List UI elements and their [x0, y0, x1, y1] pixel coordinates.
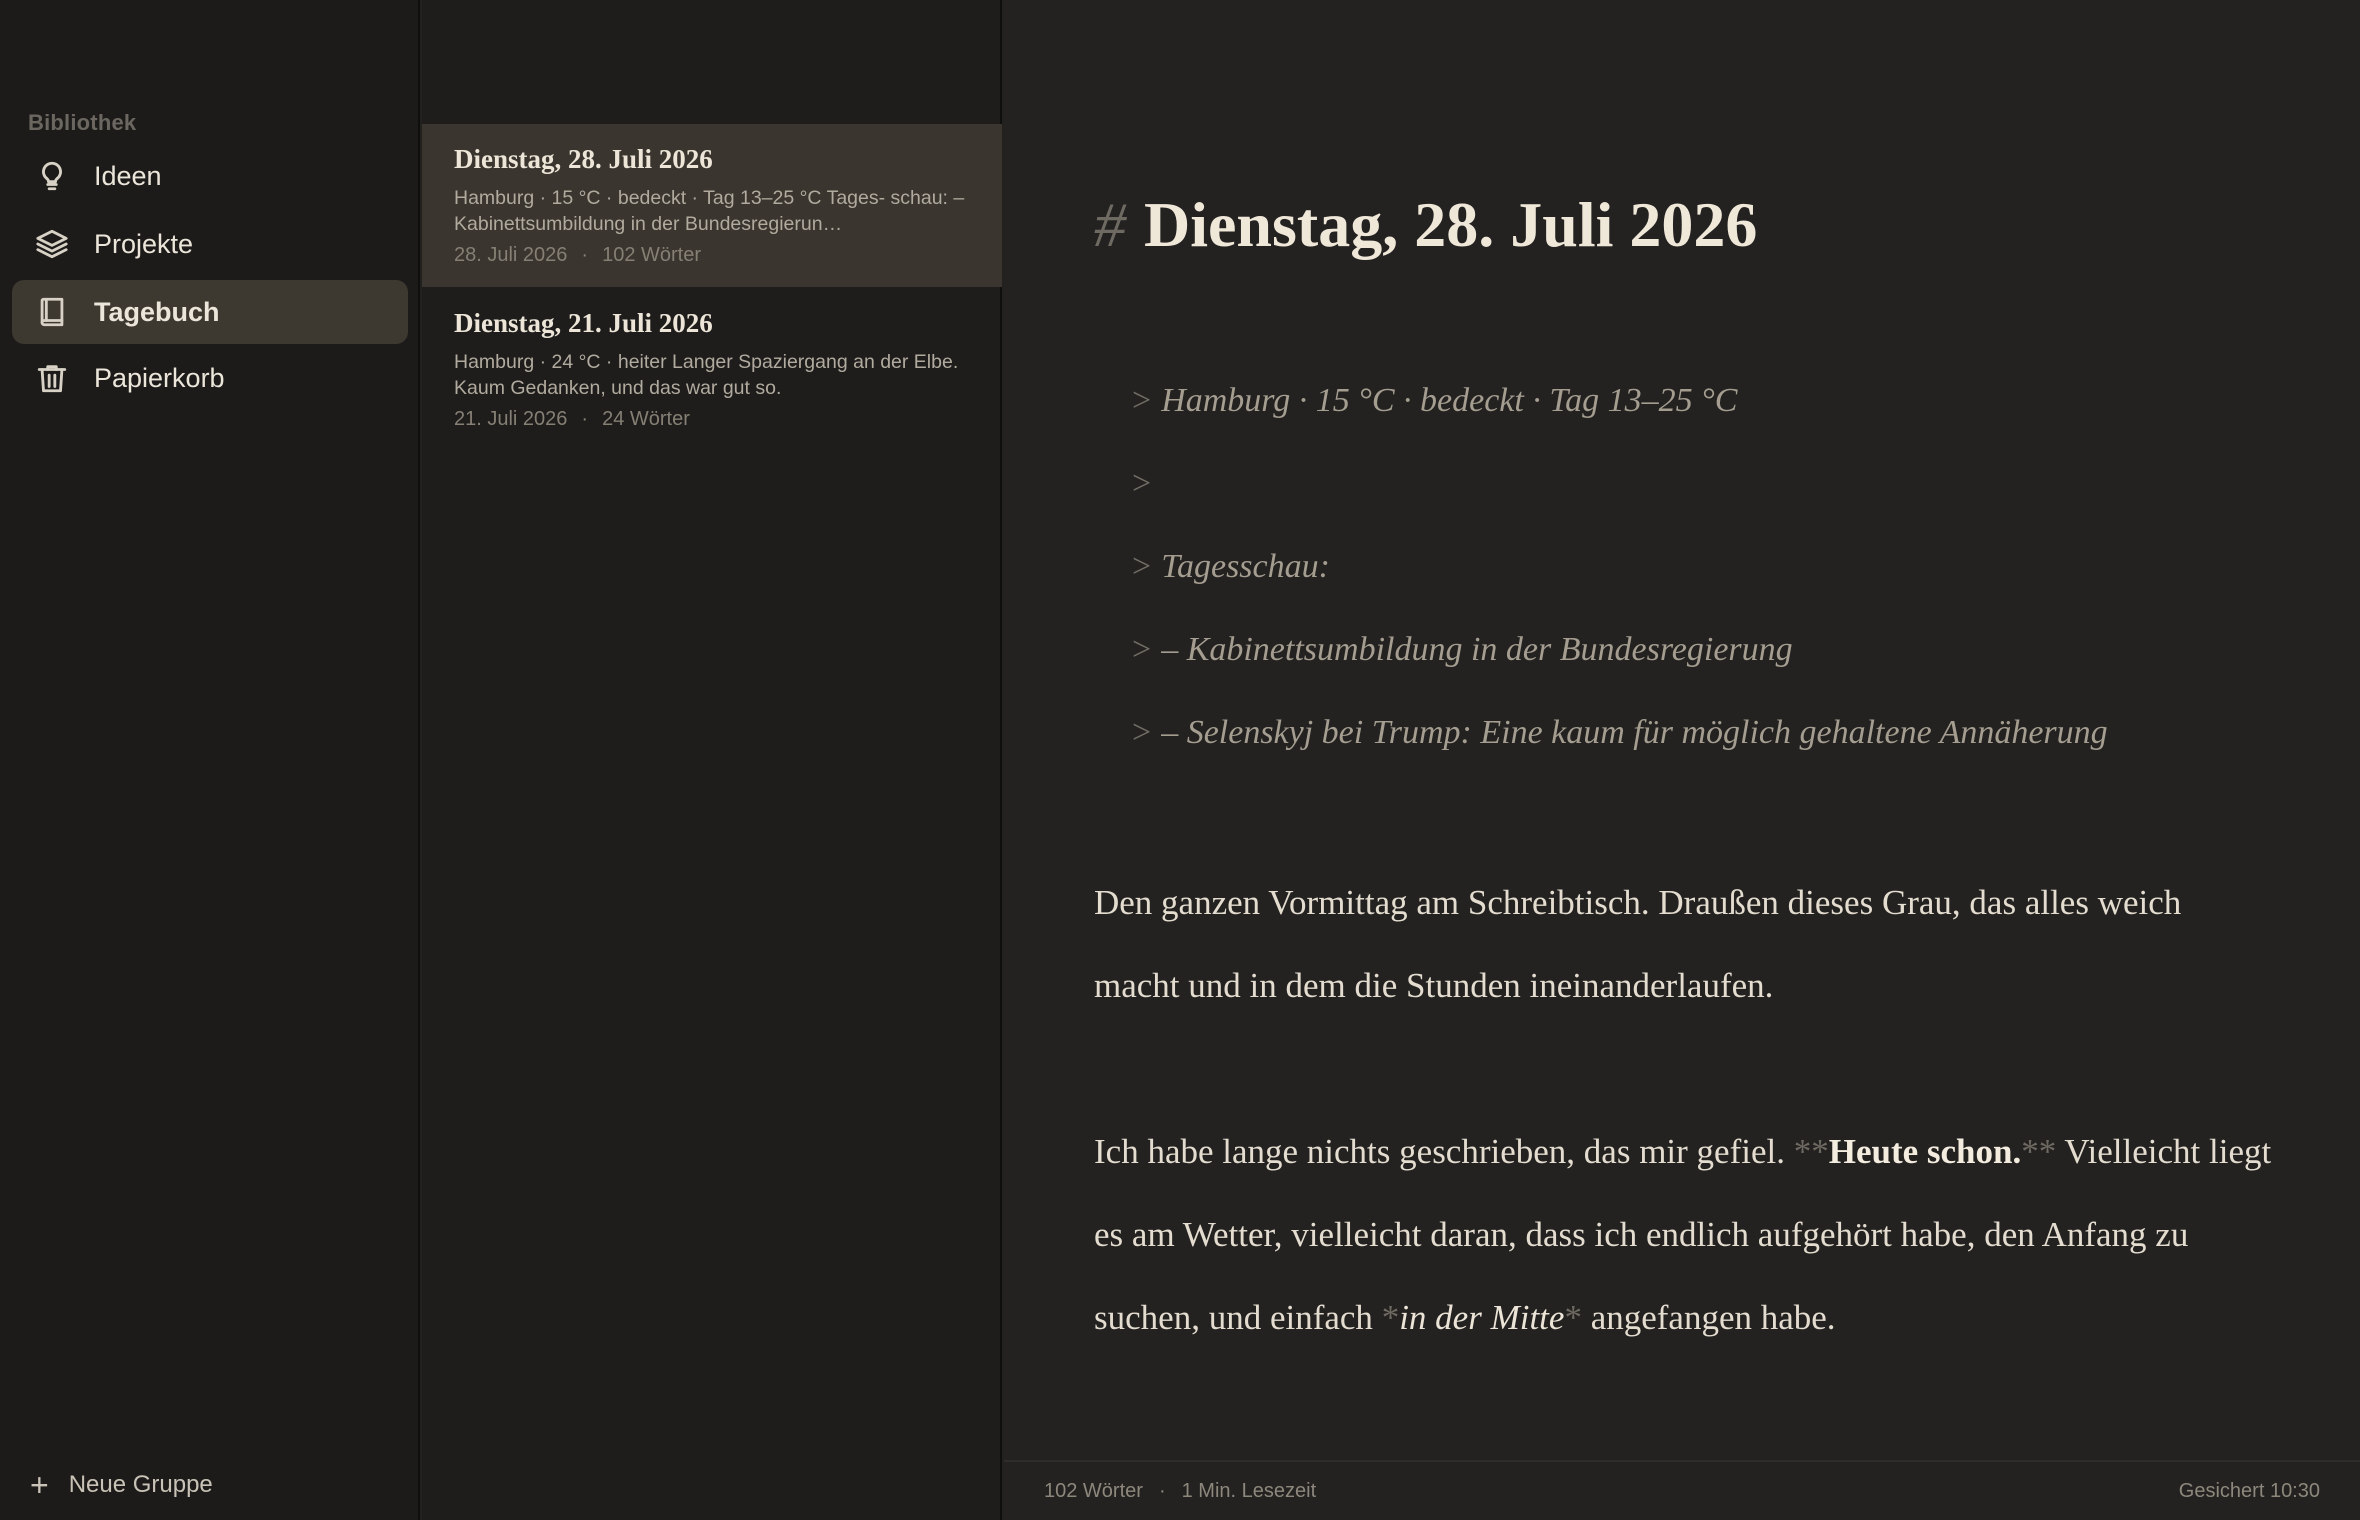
new-group-label: Neue Gruppe — [68, 1471, 213, 1498]
sidebar-item-label: Tagebuch — [94, 296, 220, 327]
sidebar-heading: Bibliothek — [28, 110, 137, 135]
italic-text: in der Mitte — [1399, 1298, 1565, 1337]
note-meta — [454, 244, 972, 267]
bold-marker: ** — [2021, 1132, 2057, 1171]
sidebar — [0, 0, 420, 1520]
paragraph[interactable] — [1094, 1110, 2274, 1359]
note-card[interactable] — [422, 124, 1002, 287]
quote-marker: > — [1132, 714, 1152, 751]
note-card[interactable] — [422, 288, 1002, 451]
note-preview: Hamburg · 24 °C · heiter Langer Spaziergang an der Elbe. Kaum Gedanken, und das war gut so. — [454, 351, 959, 400]
quote-text: – Selenskyj bei Trump: Eine kaum für möglich gehaltene Annäherung — [1161, 714, 2108, 751]
note-date: 28. Juli 2026 — [454, 244, 568, 267]
status-separator: · — [1158, 1479, 1166, 1502]
status-word-count: 102 Wörter — [1044, 1479, 1143, 1502]
italic-marker: * — [1381, 1298, 1400, 1337]
layers-icon — [34, 226, 70, 262]
document-title-text: Dienstag, 28. Juli 2026 — [1144, 189, 1758, 260]
quote-marker: > — [1132, 548, 1152, 585]
sidebar-item-tagebuch[interactable] — [12, 280, 408, 344]
paragraph-text: Ich habe lange nichts geschrieben, das mir gefiel. — [1094, 1132, 1794, 1171]
book-icon — [34, 294, 70, 330]
paragraph-text: angefangen habe. — [1581, 1298, 1836, 1337]
note-word-count: 24 Wörter — [602, 408, 690, 431]
trash-icon — [34, 360, 70, 396]
quote-text: Hamburg · 15 °C · bedeckt · Tag 13–25 °C — [1161, 382, 1738, 419]
bold-marker: ** — [1793, 1132, 1829, 1171]
sidebar-item-ideen[interactable] — [12, 144, 408, 208]
heading-marker: # — [1094, 189, 1126, 260]
quote-marker: > — [1132, 382, 1152, 419]
note-title: Dienstag, 28. Juli 2026 — [454, 144, 713, 174]
note-title: Dienstag, 21. Juli 2026 — [454, 308, 713, 338]
sidebar-item-label: Ideen — [94, 160, 162, 191]
bold-text: Heute schon. — [1828, 1132, 2022, 1171]
sidebar-item-papierkorb[interactable] — [12, 346, 408, 410]
note-meta — [454, 408, 972, 431]
note-date: 21. Juli 2026 — [454, 408, 568, 431]
blockquote-line[interactable] — [1132, 543, 1330, 591]
blockquote-line[interactable] — [1132, 709, 2108, 757]
blockquote-line[interactable] — [1132, 626, 1793, 674]
quote-marker: > — [1132, 465, 1152, 502]
editor[interactable] — [1004, 0, 2360, 1520]
italic-marker: * — [1564, 1298, 1582, 1337]
note-preview: Hamburg · 15 °C · bedeckt · Tag 13–25 °C Tages- schau: – Kabinettsumbildung in der Bundesregierun… — [454, 187, 965, 236]
plus-icon: + — [30, 1467, 49, 1503]
quote-text: – Kabinettsumbildung in der Bundesregierung — [1161, 631, 1793, 668]
status-saved: Gesichert 10:30 — [2178, 1479, 2320, 1502]
quote-marker: > — [1132, 631, 1152, 668]
meta-separator: · — [581, 408, 589, 431]
quote-text: Tagesschau: — [1161, 548, 1330, 585]
sidebar-item-projekte[interactable] — [12, 212, 408, 276]
note-list — [422, 0, 1002, 1520]
note-word-count: 102 Wörter — [602, 244, 702, 267]
sidebar-item-label: Projekte — [94, 228, 194, 259]
status-bar — [1004, 1460, 2360, 1520]
lightbulb-icon — [34, 158, 70, 194]
new-group-button[interactable] — [30, 1468, 213, 1502]
paragraph[interactable]: Den ganzen Vormittag am Schreibtisch. Draußen dieses Grau, das alles weich macht und in dem die Stunden ineinanderlaufen. — [1094, 883, 2182, 1005]
document-title[interactable] — [1094, 180, 1757, 270]
sidebar-item-label: Papierkorb — [94, 362, 225, 393]
blockquote-line[interactable] — [1132, 377, 1737, 425]
meta-separator: · — [581, 244, 589, 267]
status-reading-time: 1 Min. Lesezeit — [1181, 1479, 1317, 1502]
paragraph-text: Vielleicht liegt es am Wetter, vielleicht daran, dass ich endlich aufgehört habe, den Anfang zu suchen, und einfach — [1094, 1132, 2272, 1337]
blockquote-line[interactable] — [1132, 460, 1161, 508]
